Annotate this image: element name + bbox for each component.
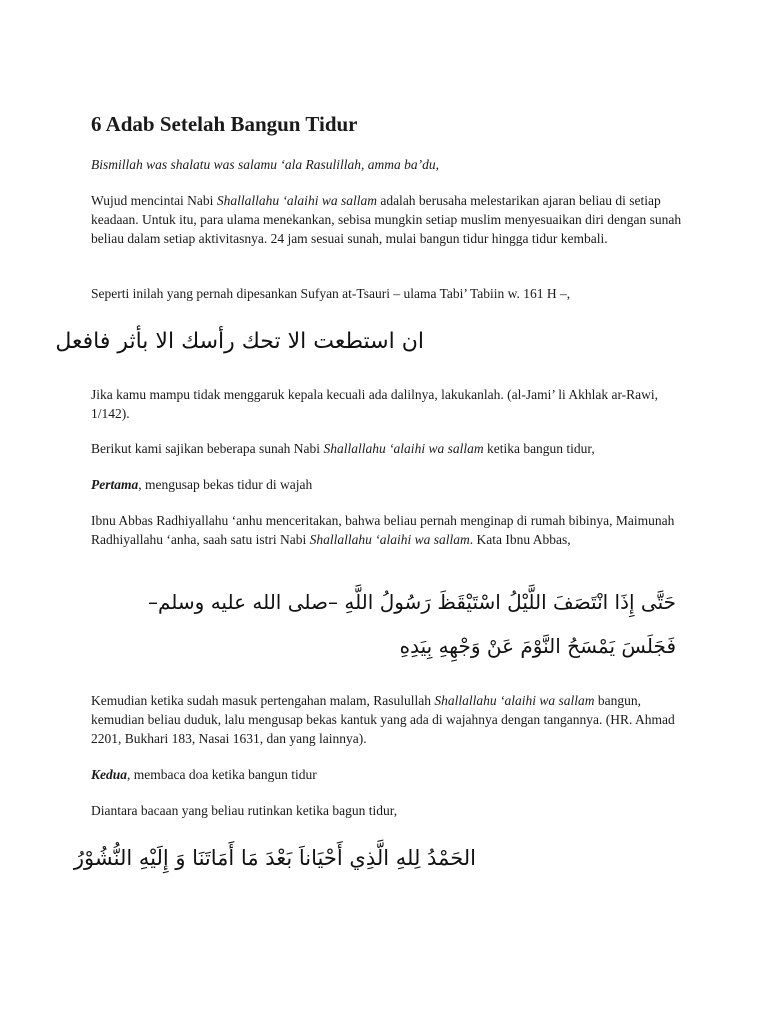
honorific-text: Shallallahu ‘alaihi wa sallam [323, 441, 484, 456]
hadith-translation: Kemudian ketika sudah masuk pertengahan malam, Rasulullah Shallallahu ‘alaihi wa sallam bangun, kemudian beliau duduk, lalu mengusap bekas kantuk yang ada di wajahnya dengan tangannya. (HR. Ahmad 2201, Bukhari 183, Nasai 1631, dan yang lainnya). [91, 693, 675, 746]
opening-text: Bismillah was shalatu was salamu ‘ala Rasulillah, amma ba’du, [91, 157, 440, 172]
sufyan-quote-intro: Seperti inilah yang pernah dipesankan Sufyan at-Tsauri – ulama Tabi’ Tabiin w. 161 H –, [91, 286, 571, 301]
arabic-prayer-waking: الحَمْدُ لِلهِ الَّذِي أَحْيَاناَ بَعْدَ مَا أَمَاتَنَا وَ إِلَيْهِ النُّشُوْرُ [73, 846, 476, 870]
prayer-intro: Diantara bacaan yang beliau rutinkan ketika bagun tidur, [91, 803, 398, 818]
opening-line [91, 155, 691, 174]
arabic-quote-sufyan: ان استطعت الا تحك رأسك الا بأثر فافعل [55, 329, 424, 354]
point-label-1: Pertama [91, 477, 139, 492]
intro-paragraph: Wujud mencintai Nabi Shallallahu ‘alaihi wa sallam adalah berusaha melestarikan ajaran beliau di setiap keadaan. Untuk itu, para ulama menekankan, sebisa mungkin setiap muslim menyesuaikan diri dengan sunah beliau dalam setiap aktivitasnya. 24 jam sesuai sunah, mulai bangun tidur hingga tidur kembali. [91, 193, 682, 246]
honorific-text: Shallallahu ‘alaihi wa sallam [309, 532, 470, 547]
point-heading-1: Pertama, mengusap bekas tidur di wajah [91, 477, 313, 492]
quote-translation: Jika kamu mampu tidak menggaruk kepala kecuali ada dalilnya, lakukanlah. (al-Jami’ li Akhlak ar-Rawi, 1/142). [91, 387, 659, 421]
point-heading-2: Kedua, membaca doa ketika bangun tidur [91, 767, 317, 782]
arabic-hadith-ibnu-abbas: حَتَّى إِذَا انْتَصَفَ اللَّيْلُ اسْتَيْقَظَ رَسُولُ اللَّهِ –صلى الله عليه وسلم– فَجَلَسَ يَمْسَحُ النَّوْمَ عَنْ وَجْهِهِ بِيَدِهِ [147, 590, 676, 658]
honorific-text: Shallallahu ‘alaihi wa sallam [216, 193, 377, 208]
point-label-2: Kedua [91, 767, 128, 782]
ibnu-abbas-paragraph: Ibnu Abbas Radhiyallahu ‘anhu menceritakan, bahwa beliau pernah menginap di rumah bibinya, Maimunah Radhiyallahu ‘anha, saah satu istri Nabi Shallallahu ‘alaihi wa sallam. Kata Ibnu Abbas, [91, 513, 675, 547]
sunnah-intro-paragraph: Berikut kami sajikan beberapa sunah Nabi Shallallahu ‘alaihi wa sallam ketika bangun tidur, [91, 441, 595, 456]
honorific-text: Shallallahu ‘alaihi wa sallam [434, 693, 595, 708]
article-title: 6 Adab Setelah Bangun Tidur [91, 112, 358, 136]
